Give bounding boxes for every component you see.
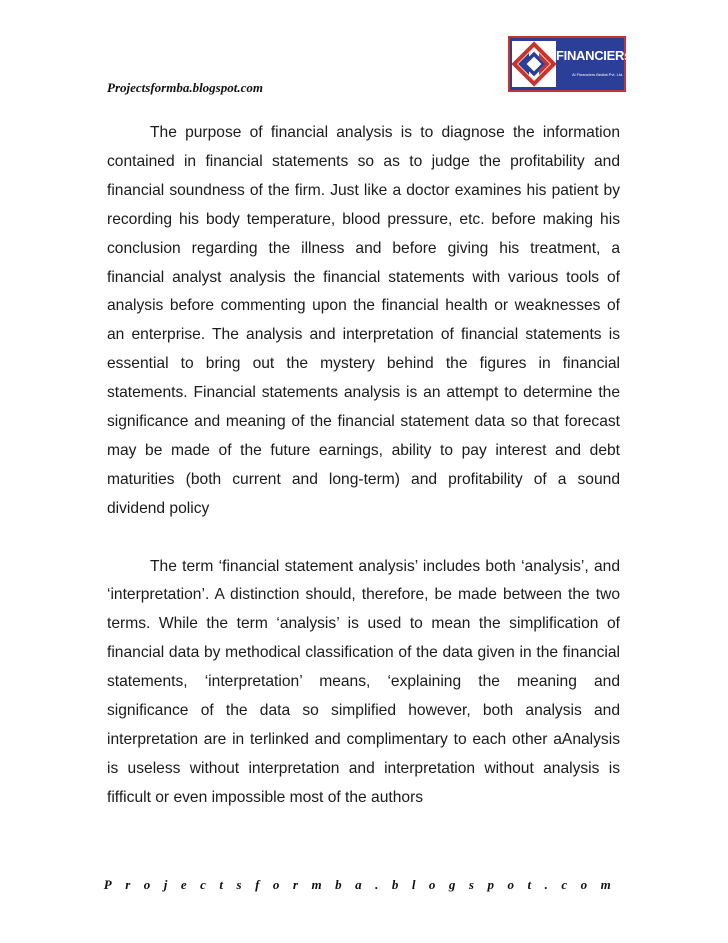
logo-name: FINANCIERs <box>556 48 632 63</box>
footer-site-name: Projectsformba.blogspot.com <box>103 877 625 892</box>
financiers-logo <box>508 36 632 92</box>
paragraph-1: The purpose of financial analysis is to diagnose the information contained in financial statements so as to judge the profitability and financial soundness of the firm. Just like a doctor examines his patient by recording his body temperature, blood pressure, etc. before making his conclusion regarding the illness and before giving his treatment, a financial analyst analysis the financial statements with various tools of analysis before commenting upon the financial health or weaknesses of an enterprise. The analysis and interpretation of financial statements is essential to bring out the mystery behind the figures in financial statements. Financial statements analysis is an attempt to determine the significance and meaning of the financial statement data so that forecast may be made of the future earnings, ability to pay interest and debt maturities (both current and long-term) and profitability of a sound dividend policy <box>107 124 620 517</box>
logo-subtitle: Al Financiers Bedtal Pvt. Ltd. <box>572 72 624 77</box>
body-text <box>107 119 620 813</box>
header-site-name: Projectsformba.blogspot.com <box>107 80 263 95</box>
paragraph-2: The term ‘financial statement analysis’ includes both ‘analysis’, and ‘interpretation’. A distinction should, therefore, be made between the two terms. While the term ‘analysis’ is used to mean the simplification of financial data by methodical classification of the data given in the financial statements, ‘interpretation’ means, ‘explaining the meaning and significance of the data so simplified however, both analysis and interpretation are in terlinked and complimentary to each other aAnalysis is useless without interpretation and interpretation without analysis is fifficult or even impossible most of the authors <box>107 557 620 806</box>
logo-emblem-icon <box>512 41 556 87</box>
